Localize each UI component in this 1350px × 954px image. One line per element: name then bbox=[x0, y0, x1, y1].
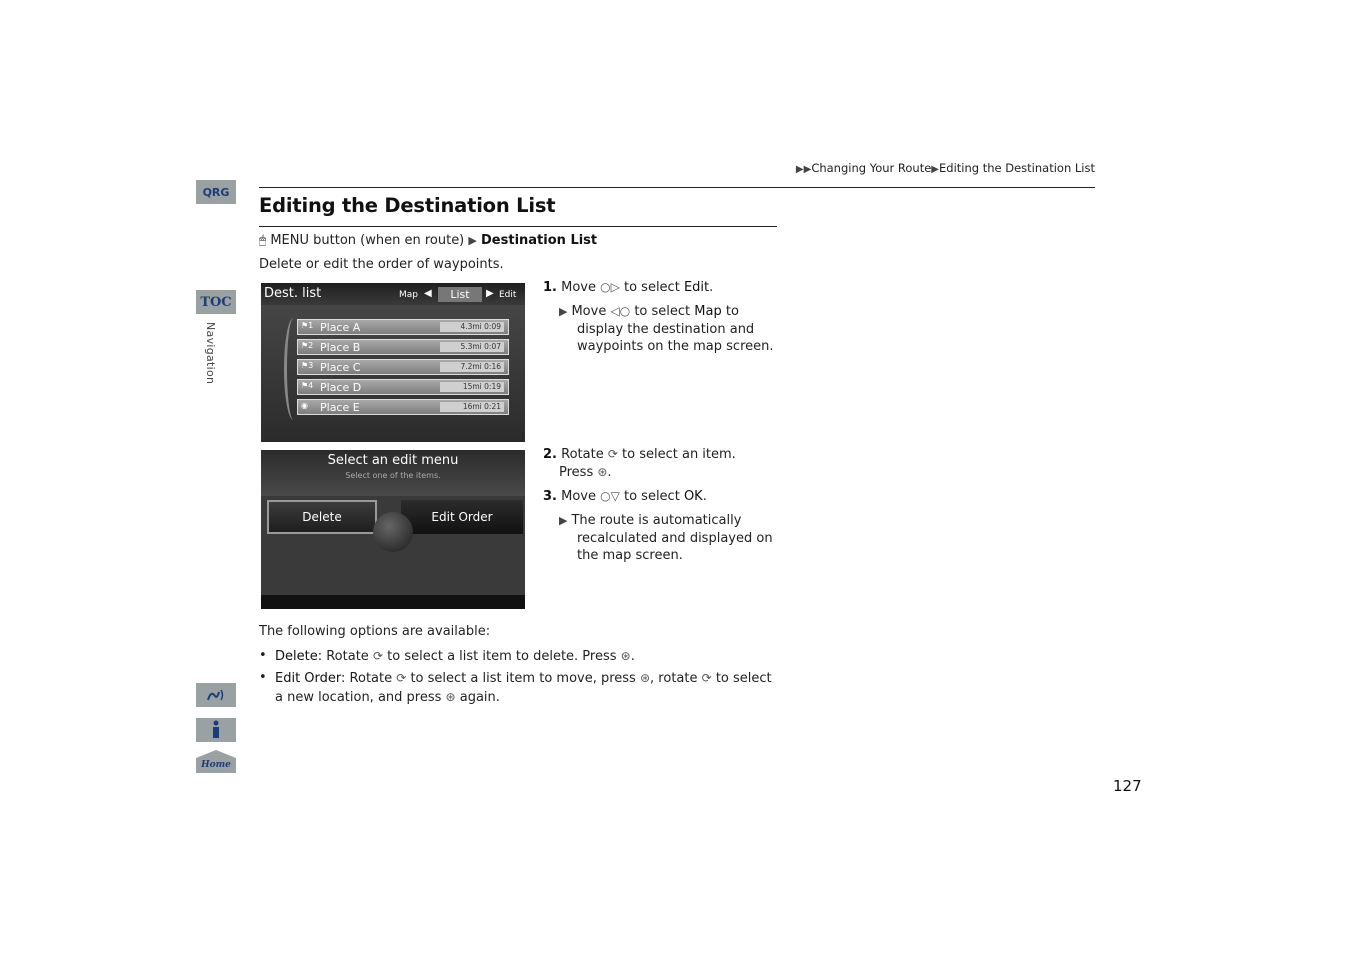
bullet-icon: • bbox=[259, 648, 267, 663]
title-divider bbox=[259, 226, 777, 227]
qrg-label: QRG bbox=[202, 185, 230, 199]
right-arrow-icon: ▶ bbox=[486, 288, 494, 299]
knob-icon bbox=[373, 512, 413, 552]
list-item bbox=[297, 319, 509, 335]
destination-icon: ◉ bbox=[301, 401, 308, 410]
press-icon: ⊛ bbox=[445, 690, 456, 704]
home-tab[interactable] bbox=[196, 750, 236, 773]
list-item bbox=[297, 379, 509, 395]
info-icon bbox=[209, 720, 223, 740]
place-name: Place C bbox=[320, 361, 361, 374]
place-meta: 15mi 0:19 bbox=[440, 382, 504, 392]
menu-path-prefix: MENU button (when en route) bbox=[270, 233, 465, 248]
list-item bbox=[297, 339, 509, 355]
home-icon bbox=[196, 750, 236, 773]
place-meta: 5.3mi 0:07 bbox=[440, 342, 504, 352]
rotate-icon: ⟳ bbox=[396, 671, 407, 685]
step-2: 2. Rotate ⟳ to select an item. Press ⊛. bbox=[543, 447, 736, 480]
press-icon: ⊛ bbox=[620, 649, 631, 663]
move-right-icon: ○▷ bbox=[600, 280, 620, 294]
flag-icon: ⚑4 bbox=[301, 381, 314, 390]
step-1: 1. Move ○▷ to select Edit. bbox=[543, 280, 714, 295]
page-title: Editing the Destination List bbox=[259, 194, 556, 217]
arrow-icon: ▶ bbox=[559, 305, 568, 318]
flag-icon: ⚑3 bbox=[301, 361, 314, 370]
move-down-icon: ○▽ bbox=[600, 489, 620, 503]
tab-list: List bbox=[438, 287, 482, 302]
breadcrumb-arrow-icon: ▶ bbox=[931, 164, 939, 175]
tab-map: Map bbox=[399, 290, 418, 300]
tab-edit: Edit bbox=[499, 290, 517, 300]
bullet-icon: • bbox=[259, 670, 267, 685]
edit-order-option: Edit Order bbox=[401, 500, 523, 534]
options-intro: The following options are available: bbox=[259, 624, 491, 639]
qrg-tab[interactable] bbox=[196, 180, 236, 204]
list-item bbox=[297, 399, 509, 415]
breadcrumb-item[interactable]: Changing Your Route bbox=[811, 161, 932, 175]
voice-command-tab[interactable] bbox=[196, 683, 236, 707]
breadcrumb bbox=[796, 161, 1095, 175]
edit-menu-screenshot bbox=[261, 450, 525, 609]
step-1-note: ▶ Move ◁○ to select Map to display the destination and waypoints on the map screen. bbox=[559, 304, 774, 354]
screen-title: Dest. list bbox=[264, 286, 322, 301]
section-label: Navigation bbox=[204, 322, 217, 385]
step-3: 3. Move ○▽ to select OK. bbox=[543, 489, 707, 504]
list-item bbox=[297, 359, 509, 375]
rotate-icon: ⟳ bbox=[607, 447, 618, 461]
toc-label: TOC bbox=[200, 294, 232, 310]
screen-subtitle: Select one of the items. bbox=[345, 471, 441, 480]
toc-tab[interactable] bbox=[196, 290, 236, 314]
place-meta: 16mi 0:21 bbox=[440, 402, 504, 412]
voice-icon bbox=[205, 686, 227, 704]
arrow-icon: ▶ bbox=[468, 234, 477, 247]
step-3-note: ▶ The route is automatically recalculated and displayed on the map screen. bbox=[559, 513, 773, 563]
info-tab[interactable] bbox=[196, 718, 236, 742]
rotate-icon: ⟳ bbox=[372, 649, 383, 663]
flag-icon: ⚑2 bbox=[301, 341, 314, 350]
press-icon: ⊛ bbox=[639, 671, 651, 685]
menu-path bbox=[259, 233, 597, 248]
menu-button-icon: 🖱︎ bbox=[259, 233, 267, 247]
flag-icon: ⚑1 bbox=[301, 321, 314, 330]
place-name: Place B bbox=[320, 341, 361, 354]
breadcrumb-item[interactable]: Editing the Destination List bbox=[939, 161, 1095, 175]
press-icon: ⊛ bbox=[597, 464, 608, 479]
arrow-icon: ▶ bbox=[559, 514, 568, 527]
place-name: Place A bbox=[320, 321, 361, 334]
place-name: Place E bbox=[320, 401, 360, 414]
rotate-icon: ⟳ bbox=[701, 671, 712, 685]
place-meta: 7.2mi 0:16 bbox=[440, 362, 504, 372]
screen-title: Select an edit menu bbox=[327, 453, 459, 468]
place-name: Place D bbox=[320, 381, 362, 394]
intro-text: Delete or edit the order of waypoints. bbox=[259, 257, 504, 272]
screen-footer bbox=[261, 595, 525, 609]
breadcrumb-arrow-icon: ▶▶ bbox=[795, 164, 812, 175]
svg-text:Home: Home bbox=[201, 760, 231, 770]
dest-list-screenshot bbox=[261, 283, 525, 442]
delete-option: Delete bbox=[267, 500, 377, 534]
menu-path-target: Destination List bbox=[481, 233, 598, 248]
page-number: 127 bbox=[1113, 777, 1142, 795]
header-divider bbox=[259, 187, 1095, 188]
place-meta: 4.3mi 0:09 bbox=[440, 322, 504, 332]
move-left-icon: ◁○ bbox=[610, 304, 631, 318]
left-arrow-icon: ◀ bbox=[424, 288, 432, 299]
